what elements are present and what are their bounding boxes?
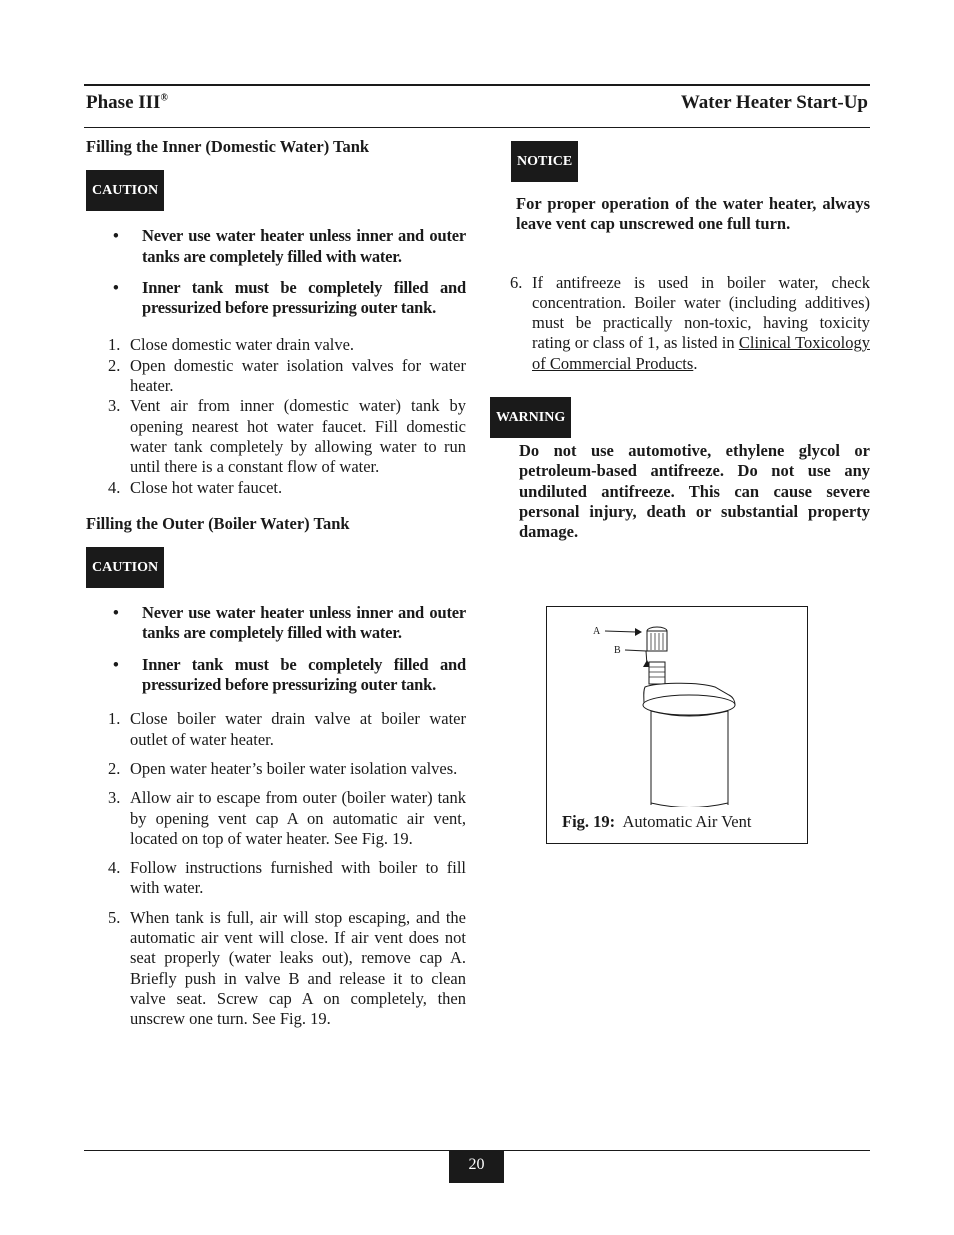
- label-b: B: [614, 645, 621, 656]
- list-item: • Never use water heater unless inner and outer tanks are completely filled with water.: [113, 603, 466, 643]
- list-item: • Inner tank must be completely filled and pressurized before pressurizing outer tank.: [113, 654, 466, 695]
- list-item: 2. Open water heater’s boiler water isolation valves.: [108, 758, 458, 778]
- air-vent-illustration: [547, 607, 809, 807]
- label-a: A: [593, 626, 601, 637]
- list-item: 5. When tank is full, air will stop escaping, and the automatic air vent will close. If air vent does not seat properly (water leaks out), remove cap A. Briefly push in valve B and release it to clean valve seat. Screw cap A on completely, then unscrew one turn. See Fig. 19.: [108, 907, 466, 1029]
- caution-label-1: CAUTION: [86, 170, 164, 211]
- warning-text: Do not use automotive, ethylene glycol or petroleum-based antifreeze. Do not use any undiluted antifreeze. This can cause severe personal injury, death or substantial property damage.: [519, 441, 870, 542]
- arrow-a: [605, 631, 637, 632]
- arrow-b: [625, 650, 647, 665]
- outer-tank-heading: Filling the Outer (Boiler Water) Tank: [86, 513, 350, 533]
- warning-label: WARNING: [490, 397, 571, 438]
- header-left: Phase III®: [86, 92, 168, 113]
- header-rule: [84, 127, 870, 128]
- arrow-a-head: [635, 628, 642, 636]
- page-number: 20: [449, 1151, 504, 1183]
- caution-bullets-2: [86, 603, 466, 695]
- outer-tank-steps: [86, 709, 466, 1029]
- reference-title: Clinical Toxicology of Commercial Products: [532, 333, 870, 373]
- right-column: [490, 137, 870, 543]
- figure-19: [546, 606, 808, 844]
- caution-bullets-1: [86, 226, 466, 318]
- list-item: • Inner tank must be completely filled and pressurized before pressurizing outer tank.: [113, 277, 466, 318]
- list-item: 1. Close boiler water drain valve at boiler water outlet of water heater.: [108, 709, 466, 749]
- list-item: 3. Allow air to escape from outer (boiler water) tank by opening vent cap A on automatic air vent, located on top of water heater. See Fig. 19.: [108, 788, 466, 848]
- step-6: 6. If antifreeze is used in boiler water, check concentration. Boiler water (including additives) must be practically non-toxic, having toxicity rating or class of 1, as listed in Clinical Toxicology of Commercial Products.: [510, 272, 870, 373]
- inner-tank-heading: Filling the Inner (Domestic Water) Tank: [86, 137, 370, 156]
- list-item: 1. Close domestic water drain valve.: [108, 335, 355, 355]
- top-rule: [84, 84, 870, 86]
- header-right: Water Heater Start-Up: [680, 92, 868, 113]
- inner-tank-steps: [86, 335, 466, 497]
- list-item: 4. Close hot water faucet.: [108, 477, 283, 497]
- list-item: 3. Vent air from inner (domestic water) tank by opening nearest hot water faucet. Fill domestic water tank completely by allowing water to run until there is a constant flow of water.: [108, 396, 466, 477]
- list-item: 4. Follow instructions furnished with boiler to fill with water.: [108, 858, 466, 898]
- notice-text: For proper operation of the water heater, always leave vent cap unscrewed one full turn.: [516, 194, 870, 234]
- list-item: 2. Open domestic water isolation valves for water heater.: [108, 355, 466, 396]
- left-column: [86, 137, 466, 1039]
- caution-label-2: CAUTION: [86, 547, 164, 588]
- notice-label: NOTICE: [511, 141, 578, 182]
- figure-caption: Fig. 19: Automatic Air Vent: [562, 812, 752, 831]
- list-item: • Never use water heater unless inner and outer tanks are completely filled with water.: [113, 226, 466, 266]
